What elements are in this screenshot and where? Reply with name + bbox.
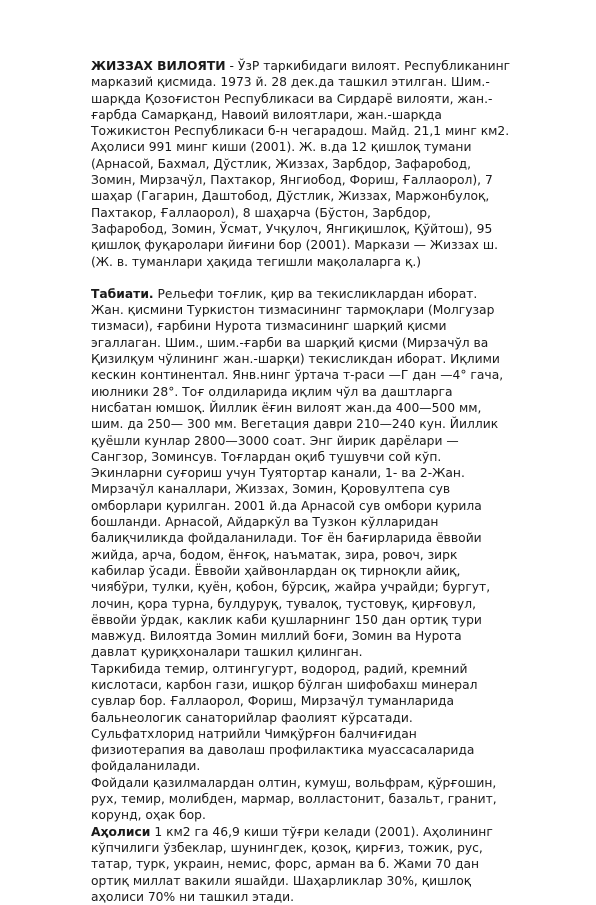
population-text: 1 км2 га 46,9 киши тўғри келади (2001). Аҳолининг кўпчилиги ўзбеклар, шунингдек, қозоқ, қирғиз, тожик, рус, татар, турк, украин, немис, форс, арман ва б. Жами 70 дан ортиқ миллат вакили яшайди. Шаҳарликлар 30%, қишлоқ аҳолиси 70% ни ташкил этади. <box>91 824 493 904</box>
population-paragraph <box>91 824 511 905</box>
intro-text: - ЎзР таркибидаги вилоят. Республиканинг марказий қисмида. 1973 й. 28 дек.да ташкил этилган. Шим.-шарқда Қозоғистон Республикаси ва Сирдарё вилояти, жан.-ғарбда Самарқанд, Навоий вилоятлари, жан.-шарқда Тожикистон Республикаси б-н чегарадош. Майд. 21,1 минг км2. Аҳолиси 991 минг киши (2001). Ж. в.да 12 қишлоқ тумани (Арнасой, Бахмал, Дўстлик, Жиззах, Зарбдор, Зафаробод, Зомин, Мирзачўл, Пахтакор, Янгиобод, Фориш, Ғаллаорол), 7 шаҳар (Гагарин, Даштобод, Дўстлик, Жиззах, Маржонбулоқ, Пахтакор, Ғаллаорол), 8 шаҳарча (Бўстон, Зарбдор, Зафаробод, Зомин, Ўсмат, Учқулоч, Янгиқишлоқ, Қўйтош), 95 қишлоқ фуқаролари йиғини бор (2001). Маркази — Жиззах ш. (Ж. в. туманлари ҳақида тегишли мақолаларга қ.) <box>91 59 511 269</box>
mineral-waters-paragraph: Таркибида темир, олтингугурт, водород, радий, кремний кислотаси, карбон гази, ишқор бўлган шифобахш минерал сувлар бор. Ғаллаорол, Фориш, Мирзачўл туманларида бальнеологик санаторийлар фаолият кўрсатади. Сульфатхлорид натрийли Чимқўрғон балчиғидан физиотерапия ва даволаш профилактика муассасаларида фойдаланилади. <box>91 661 478 774</box>
population-heading: Аҳолиси <box>91 824 151 839</box>
region-title: ЖИЗЗАХ ВИЛОЯТИ <box>91 59 226 73</box>
nature-paragraph <box>91 286 511 661</box>
paragraph-gap <box>91 270 511 286</box>
nature-heading: Табиати. <box>91 286 154 301</box>
document-page <box>91 58 511 905</box>
intro-paragraph <box>91 58 511 270</box>
nature-text: Рельефи тоғлик, қир ва текисликлардан иборат. Жан. қисмини Туркистон тизмасининг тармоқлари (Молгузар тизмаси), ғарбини Нурота тизмасининг шарқий қисми эгаллаган. Шим., шим.-ғарби ва шарқий қисми (Мирзачўл ва Қизилқум чўлининг жан.-шарқи) текисликдан иборат. Иқлими кескин континентал. Янв.нинг ўртача т-раси —Г дан —4° гача, июлники 28°. Тоғ олдиларида иқлим чўл ва даштларга нисбатан юмшоқ. Йиллик ёғин вилоят жан.да 400—500 мм, шим. да 250— 300 мм. Вегетация даври 210—240 кун. Йиллик қуёшли кунлар 2800—3000 соат. Энг йирик дарёлари — Сангзор, Зоминсув. Тоғлардан оқиб тушувчи сой кўп. Экинларни суғориш учун Туятортар канали, 1- ва 2-Жан. Мирзачўл каналлари, Жиззах, Зомин, Қоровултепа сув омборлари қурилган. 2001 й.да Арнасой сув омбори қурила бошланди. Арнасой, Айдаркўл ва Тузкон кўлларидан балиқчиликда фойдаланилади. Тоғ ён бағирларида ёввойи жийда, арча, бодом, ёнғоқ, наъматак, зира, ровоч, зирк кабилар ўсади. Ёввойи ҳайвонлардан оқ тирноқли айиқ, чиябўри, тулки, қуён, қобон, бўрсиқ, жайра учрайди; бургут, лочин, қора турна, булдуруқ, тувалоқ, тустовуқ, қирғовул, ёввойи ўрдак, каклик каби қушларнинг 150 дан ортиқ тури мавжуд. Вилоятда Зомин миллий боғи, Зомин ва Нурота давлат қуриқхоналари ташкил қилинган. <box>91 286 504 660</box>
mineral-resources-paragraph: Фойдали қазилмалардан олтин, кумуш, вольфрам, қўрғошин, рух, темир, молибден, мармар, волластонит, базальт, гранит, корунд, оҳак бор. <box>91 775 497 823</box>
